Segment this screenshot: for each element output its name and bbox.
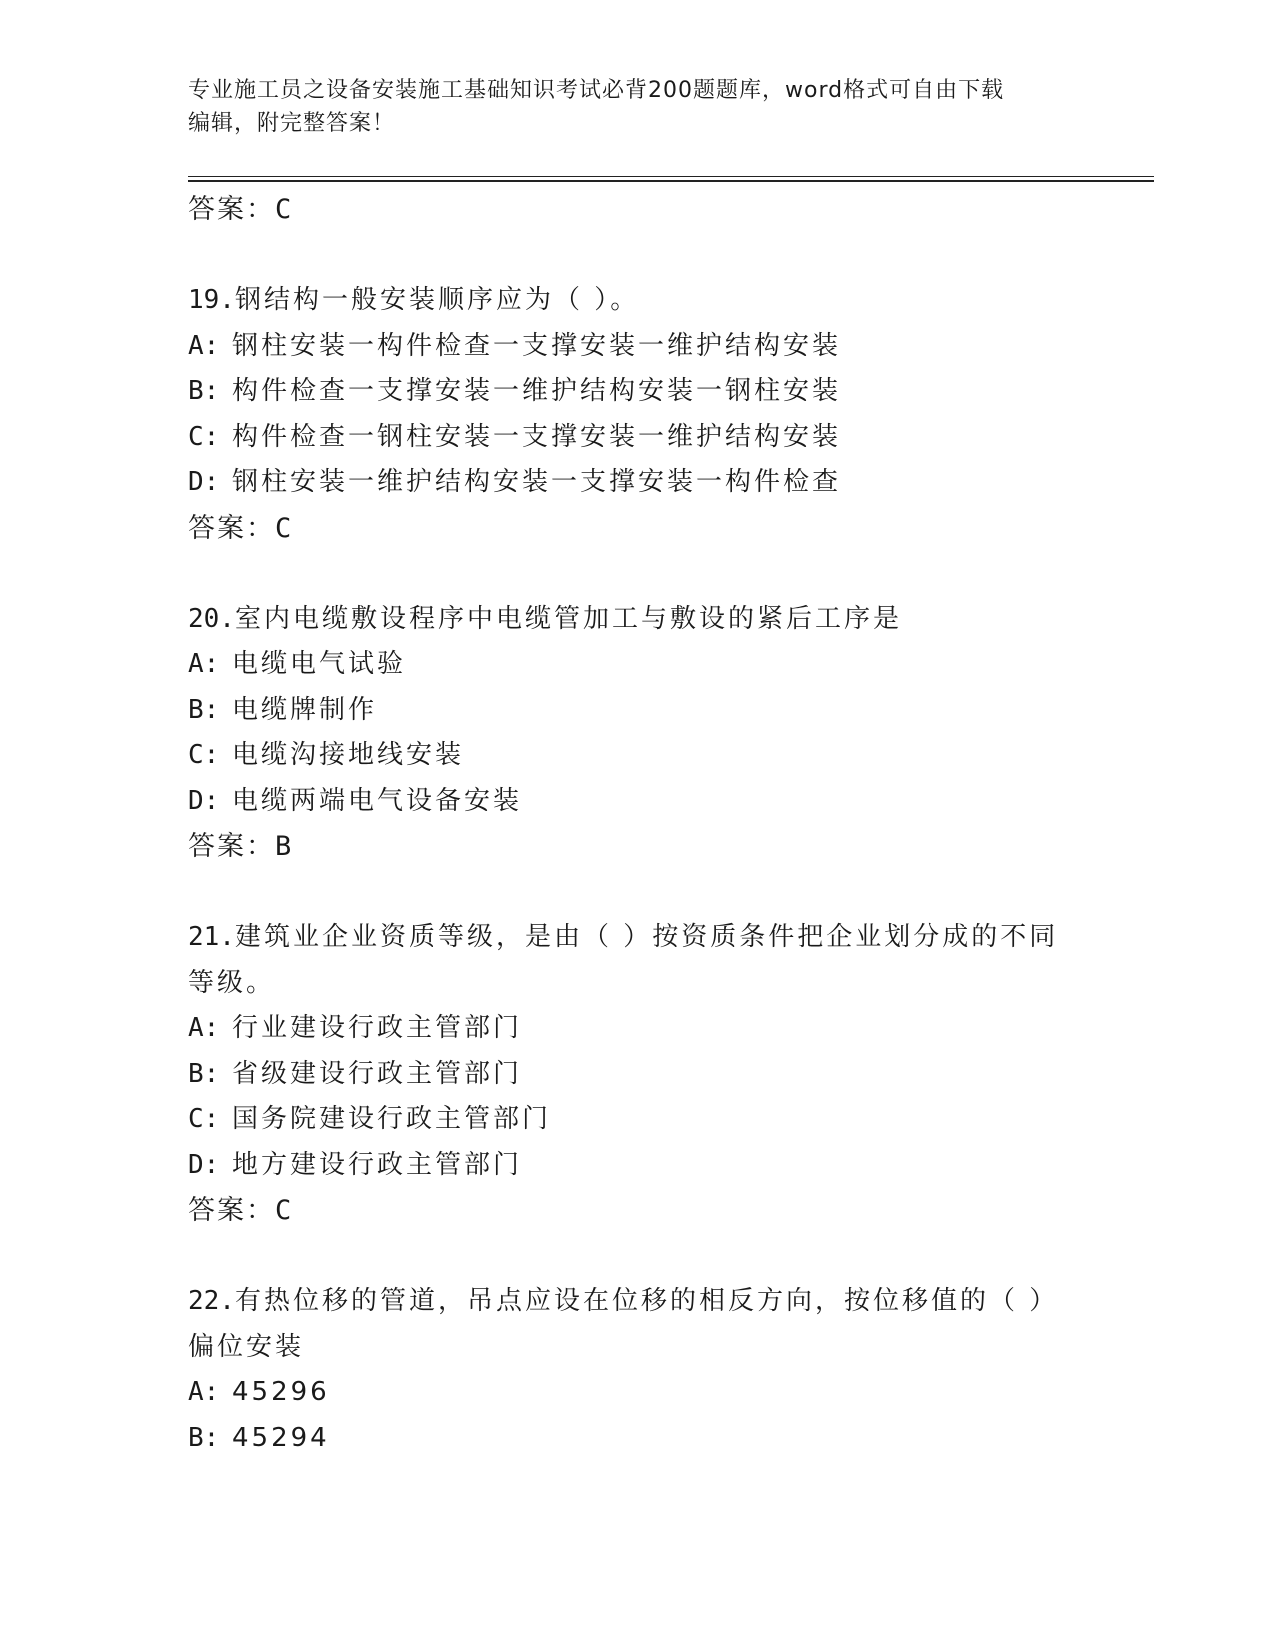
question-stem (188, 915, 1068, 1006)
option-letter: A: (188, 1377, 220, 1407)
document-header (188, 74, 1088, 140)
question-21 (188, 915, 1088, 1234)
option-text: 国务院建设行政主管部门 (232, 1104, 552, 1134)
answer-line: 答案：B (188, 831, 294, 862)
spacer (188, 870, 1088, 916)
option-d (188, 460, 1088, 506)
option-letter: D: (188, 1149, 220, 1180)
question-number: 21. (188, 922, 235, 952)
option-text: 45296 (232, 1377, 330, 1407)
question-20 (188, 597, 1088, 870)
option-text: 构件检查一支撑安装一维护结构安装一钢柱安装 (232, 376, 842, 406)
spacer (188, 233, 1088, 279)
option-letter: A: (188, 330, 220, 361)
option-text: 电缆沟接地线安装 (232, 740, 465, 770)
option-letter: B: (188, 694, 220, 725)
option-d (188, 779, 1088, 825)
option-a (188, 642, 1088, 688)
question-19 (188, 278, 1088, 551)
option-text: 电缆牌制作 (232, 694, 378, 725)
question-text: 钢结构一般安装顺序应为（ ）。 (234, 285, 640, 315)
option-letter: C: (188, 1104, 220, 1134)
spacer (188, 1234, 1088, 1280)
header-title-line-1: 专业施工员之设备安装施工基础知识考试必背200题题库，word格式可自由下载 (188, 78, 1005, 103)
option-a (188, 1370, 1088, 1416)
option-text: 45294 (232, 1422, 330, 1453)
question-stem (188, 278, 1068, 324)
option-c (188, 415, 1088, 461)
question-number: 22. (188, 1286, 235, 1316)
spacer (188, 551, 1088, 597)
question-text: 室内电缆敷设程序中电缆管加工与敷设的紧后工序是 (234, 603, 902, 634)
option-a (188, 1006, 1088, 1052)
option-c (188, 733, 1088, 779)
header-title-line-2: 编辑，附完整答案！ (188, 111, 396, 136)
header-divider-thin (188, 176, 1154, 177)
option-letter: C: (188, 740, 220, 770)
option-letter: A: (188, 649, 220, 679)
question-22 (188, 1279, 1088, 1461)
question-text: 有热位移的管道，吊点应设在位移的相反方向，按位移值的（ ）偏位安装 (188, 1286, 1059, 1362)
option-text: 省级建设行政主管部门 (232, 1058, 523, 1089)
option-b (188, 1416, 1088, 1462)
question-number: 19. (188, 285, 235, 315)
option-letter: B: (188, 1058, 220, 1089)
question-text: 建筑业企业资质等级，是由（ ）按资质条件把企业划分成的不同等级。 (188, 922, 1059, 998)
question-stem (188, 1279, 1068, 1370)
option-b (188, 1052, 1088, 1098)
option-letter: C: (188, 421, 220, 452)
question-list (188, 187, 1088, 1461)
option-text: 电缆电气试验 (232, 649, 407, 679)
option-b (188, 369, 1088, 415)
option-c (188, 1097, 1088, 1143)
option-letter: A: (188, 1013, 220, 1043)
option-d (188, 1143, 1088, 1189)
answer-line: 答案：C (188, 1195, 294, 1226)
option-text: 构件检查一钢柱安装一支撑安装一维护结构安装 (232, 421, 842, 452)
header-divider-thick (188, 180, 1154, 182)
option-text: 电缆两端电气设备安装 (232, 785, 523, 816)
option-text: 行业建设行政主管部门 (232, 1013, 523, 1043)
question-stem (188, 597, 1068, 643)
option-letter: B: (188, 376, 220, 406)
option-letter: B: (188, 1422, 220, 1453)
answer-line: 答案：C (188, 512, 294, 544)
question-number: 20. (188, 603, 235, 634)
option-letter: D: (188, 785, 220, 816)
option-letter: D: (188, 467, 220, 497)
option-text: 钢柱安装一构件检查一支撑安装一维护结构安装 (232, 330, 842, 361)
option-b (188, 688, 1088, 734)
previous-answer: 答案：C (188, 194, 294, 225)
option-a (188, 324, 1088, 370)
option-text: 钢柱安装一维护结构安装一支撑安装一构件检查 (232, 467, 842, 497)
option-text: 地方建设行政主管部门 (232, 1149, 523, 1180)
